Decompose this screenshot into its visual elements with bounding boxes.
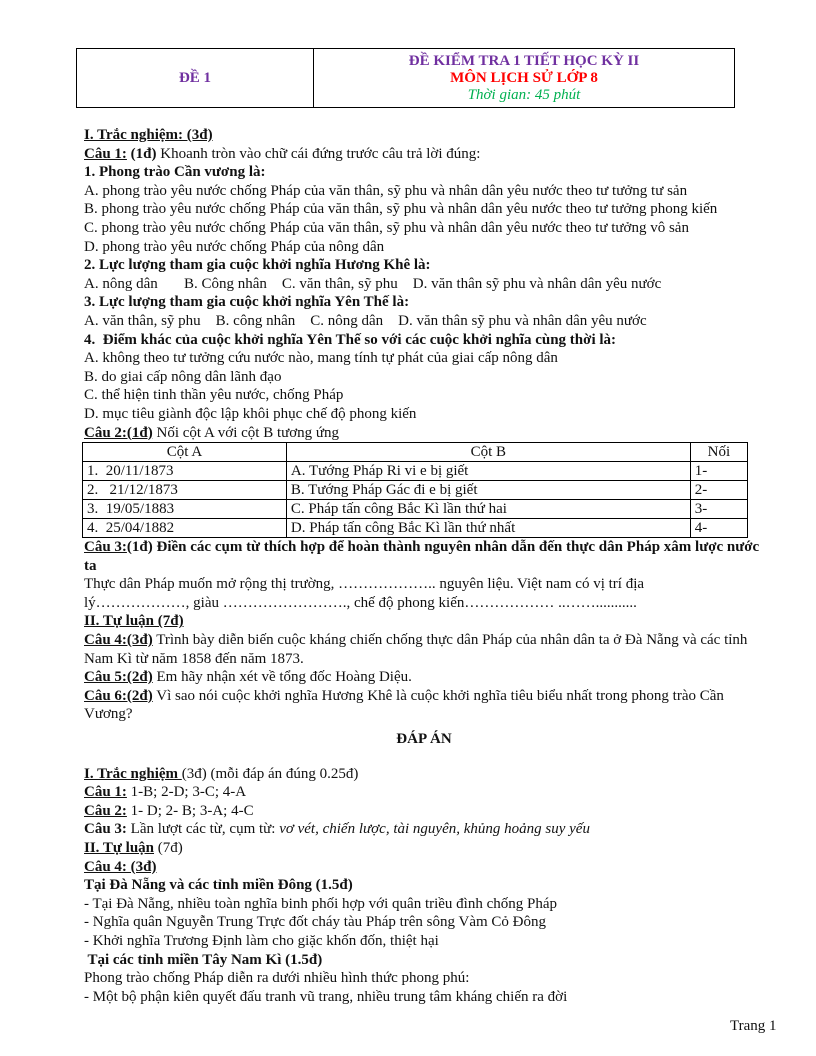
answer-part1 <box>84 765 764 784</box>
answer-q3-label: Câu 3: <box>84 821 127 838</box>
q5-label: Câu 5:(2đ) <box>84 669 153 686</box>
cell-event: C. Pháp tấn công Bắc Kì lần thứ hai <box>286 500 690 519</box>
q1-item1-option-b: B. phong trào yêu nước chống Pháp của văn thân, sỹ phu và nhân dân yêu nước theo tư tưởng phong kiến <box>84 201 718 218</box>
q1-item4-stem: 4. Điểm khác của cuộc khởi nghĩa Yên Thế so với các cuộc khởi nghĩa cùng thời là: <box>84 331 617 348</box>
answer-heading: ĐÁP ÁN <box>396 731 452 748</box>
q6-body: Vì sao nói cuộc khởi nghĩa Hương Khê là cuộc khởi nghĩa tiêu biểu nhất trong phong trào Cần Vương? <box>84 687 724 723</box>
q1-item1-option-a: A. phong trào yêu nước chống Pháp của văn thân, sỹ phu và nhân dân yêu nước theo tư tưởng tư sản <box>84 182 688 199</box>
header-table <box>76 48 735 108</box>
column-match-header: Nối <box>690 443 747 462</box>
q1-item4-option-d: D. mục tiêu giành độc lập khôi phục chế độ phong kiến <box>84 405 417 422</box>
q1-item1-stem: 1. Phong trào Cần vương là: <box>84 164 266 181</box>
answer-part2-note: (7đ) <box>154 840 183 856</box>
q3-line1: Thực dân Pháp muốn mở rộng thị trường, ……………….. nguyên liệu. Việt nam có vị trí địa <box>84 576 645 593</box>
page-number: Trang 1 <box>730 1018 777 1034</box>
answer-q4-point: - Tại Đà Nẵng, nhiều toàn nghĩa binh phối hợp với quân triều đình chống Pháp <box>84 895 558 912</box>
q1-points: (1đ) <box>126 145 157 162</box>
exam-subject: MÔN LỊCH SỬ LỚP 8 <box>450 69 598 86</box>
q1-item4-option-b: B. do giai cấp nông dân lãnh đạo <box>84 368 282 385</box>
q1-item1-option-d: D. phong trào yêu nước chống Pháp của nông dân <box>84 238 385 255</box>
cell-date: 2. 21/12/1873 <box>83 481 287 500</box>
answer-q1 <box>84 783 764 802</box>
cell-date: 4. 25/04/1882 <box>83 519 287 538</box>
exam-body <box>84 126 764 1006</box>
q6-text <box>84 687 764 724</box>
cell-event: A. Tướng Pháp Ri vi e bị giết <box>286 462 690 481</box>
answer-q2-text: 1- D; 2- B; 3-A; 4-C <box>126 802 254 819</box>
answer-q4-sub2: Tại các tỉnh miền Tây Nam Kì (1.5đ) <box>84 951 323 968</box>
header-info <box>314 49 735 108</box>
cell-match: 4- <box>690 519 747 538</box>
answer-part1-heading: I. Trắc nghiệm <box>84 765 182 782</box>
answer-q3-text: Lần lượt các từ, cụm từ: <box>126 821 280 838</box>
cell-event: D. Pháp tấn công Bắc Kì lần thứ nhất <box>286 519 690 538</box>
q6-label: Câu 6:(2đ) <box>84 687 153 704</box>
cell-match: 3- <box>690 500 747 519</box>
answer-q4-point: - Nghĩa quân Nguyễn Trung Trực đốt cháy tàu Pháp trên sông Vàm Cỏ Đông <box>84 914 546 931</box>
q1-item1-option-c: C. phong trào yêu nước chống Pháp của văn thân, sỹ phu và nhân dân yêu nước theo tư tưởng vô sản <box>84 219 689 236</box>
answer-part2 <box>84 839 764 858</box>
cell-date: 1. 20/11/1873 <box>83 462 287 481</box>
q5-body: Em hãy nhận xét về tổng đốc Hoàng Diệu. <box>152 669 412 686</box>
answer-q3 <box>84 820 764 839</box>
part1-heading: I. Trắc nghiệm: (3đ) <box>84 127 213 143</box>
cell-match: 2- <box>690 481 747 500</box>
q3-line2: lý………………, giàu ……………………., chế độ phong kiến……………… ..……........... <box>84 594 637 611</box>
q2-instruction: Nối cột A với cột B tương ứng <box>152 424 340 441</box>
answer-part2-heading: II. Tự luận <box>84 840 155 856</box>
q1-item3-options: A. văn thân, sỹ phu B. công nhân C. nông dân D. văn thân sỹ phu và nhân dân yêu nước <box>84 312 647 329</box>
q1-line <box>84 145 764 164</box>
q1-item4-option-c: C. thể hiện tinh thần yêu nước, chống Pháp <box>84 387 344 404</box>
part2-heading: II. Tự luận (7đ) <box>84 613 184 630</box>
q1-item2-stem: 2. Lực lượng tham gia cuộc khởi nghĩa Hương Khê là: <box>84 257 431 274</box>
cell-match: 1- <box>690 462 747 481</box>
answer-q4-point: Phong trào chống Pháp diễn ra dưới nhiều hình thức phong phú: <box>84 970 470 987</box>
answer-part1-note: (3đ) (mỗi đáp án đúng 0.25đ) <box>181 765 359 782</box>
q4-text <box>84 631 764 668</box>
table-row <box>83 481 748 500</box>
q3-label: Câu 3: <box>84 539 127 556</box>
q4-body: Trình bày diễn biến cuộc kháng chiến chống thực dân Pháp của nhân dân ta ở Đà Nẵng và các tỉnh Nam Kì từ năm 1858 đến năm 1873. <box>84 632 748 667</box>
answer-q1-text: 1-B; 2-D; 3-C; 4-A <box>126 784 247 801</box>
table-row <box>83 500 748 519</box>
answer-q4-label: Câu 4: (3đ) <box>84 858 157 875</box>
answer-q4-point: - Một bộ phận kiên quyết đấu tranh vũ trang, nhiều trung tâm kháng chiến ra đời <box>84 988 568 1005</box>
q3-heading-text: (1đ) Điền các cụm từ thích hợp để hoàn thành nguyên nhân dẫn đến thực dân Pháp xâm lược nước ta <box>84 539 760 574</box>
q1-item2-options: A. nông dân B. Công nhân C. văn thân, sỹ phu D. văn thân sỹ phu và nhân dân yêu nước <box>84 275 662 292</box>
q1-instruction: Khoanh tròn vào chữ cái đứng trước câu trả lời đúng: <box>156 145 481 162</box>
table-row <box>83 519 748 538</box>
q4-label: Câu 4:(3đ) <box>84 632 153 649</box>
answer-q3-words: vơ vét, chiến lược, tài nguyên, khủng hoảng suy yếu <box>279 821 590 838</box>
q1-label: Câu 1: <box>84 145 127 162</box>
matching-table <box>82 442 748 538</box>
answer-q1-label: Câu 1: <box>84 784 127 801</box>
q5-text <box>84 668 764 687</box>
answer-q4-sub1: Tại Đà Nẵng và các tỉnh miền Đông (1.5đ) <box>84 877 353 894</box>
exam-page <box>84 48 764 1006</box>
q3-heading <box>84 538 764 575</box>
table-row <box>83 462 748 481</box>
column-a-header: Cột A <box>83 443 287 462</box>
q2-line <box>84 424 764 443</box>
exam-title: ĐỀ KIỂM TRA 1 TIẾT HỌC KỲ II <box>408 52 640 69</box>
answer-q4-point: - Khởi nghĩa Trương Định làm cho giặc khốn đốn, thiệt hại <box>84 932 439 949</box>
q2-label: Câu 2:(1đ) <box>84 424 153 441</box>
exam-time: Thời gian: 45 phút <box>467 86 581 103</box>
matching-table-header <box>83 443 748 462</box>
answer-q2 <box>84 802 764 821</box>
cell-date: 3. 19/05/1883 <box>83 500 287 519</box>
cell-event: B. Tướng Pháp Gác đi e bị giết <box>286 481 690 500</box>
answer-q2-label: Câu 2: <box>84 802 127 819</box>
exam-code: ĐỀ 1 <box>77 49 314 108</box>
q1-item3-stem: 3. Lực lượng tham gia cuộc khởi nghĩa Yên Thế là: <box>84 294 410 311</box>
q1-item4-option-a: A. không theo tư tưởng cứu nước nào, mang tính tự phát của giai cấp nông dân <box>84 350 558 367</box>
column-b-header: Cột B <box>286 443 690 462</box>
